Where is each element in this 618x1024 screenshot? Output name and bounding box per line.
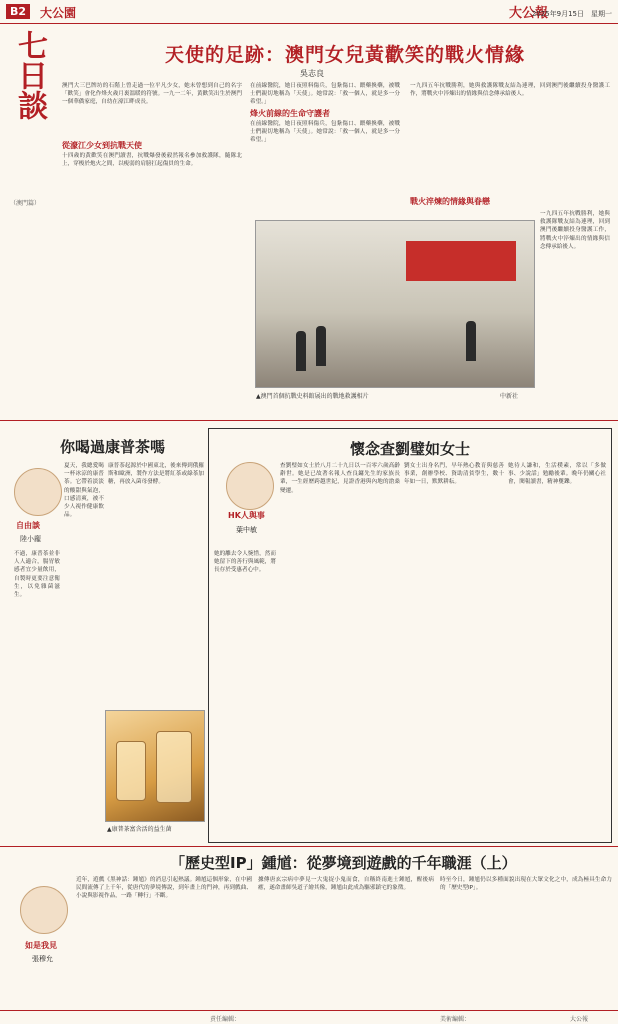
article-4-title: 「歷史型IP」鍾馗：從夢境到遊戲的千年職涯（上） <box>170 854 517 872</box>
masthead-logo: 大公報 <box>508 6 548 21</box>
photo-jar-1 <box>116 741 146 801</box>
article-3-title: 懷念查劉璧如女士 <box>350 440 471 458</box>
article-1-subhead-3: 戰火淬煉的情緣與眷戀 <box>410 197 490 206</box>
article-3-author: 葉中敏 <box>236 526 257 534</box>
article-2-paragraph-2: 康普茶起源於中國東北，後來傳到俄羅斯和歐洲，製作方法是將紅茶或綠茶加糖，再放入菌母發酵。 <box>108 463 204 486</box>
article-1-paragraph-3a: 在前線醫院，她日夜照料傷兵，包紮傷口、餵藥換藥，被戰士們親切地稱為「天使」。她常說：「救一個人，就是多一分希望。」 <box>250 83 400 106</box>
article-4-paragraph-1: 近年，遊戲《黑神話：鍾馗》的消息引起熱議。鍾馗這個形象，在中國民間流傳了上千年，從唐代的夢境傳說，到年畫上的門神，再到戲曲、小說與影視作品，一路「轉行」不斷。 <box>76 877 252 900</box>
article-2-title: 你喝過康普茶嗎 <box>60 438 166 456</box>
article-4-author: 張穆允 <box>32 955 53 963</box>
article-2-photo-caption: ▲康普茶富含活的益生菌 <box>107 826 172 833</box>
page-number-tag: B2 <box>6 4 30 19</box>
article-3-paragraph-3: 她待人謙和，生活樸素，常以「多做事、少說話」勉勵後輩。晚年仍關心社會，閱報讀書，精神矍鑠。 <box>508 463 606 486</box>
article-1-paragraph-2: 十四歲的黃歡笑在澳門讀書，抗戰爆發後毅然報名參加救護隊，隨隊北上，穿梭於炮火之間，以瘦弱的肩膀扛起傷員的生命。 <box>62 153 242 168</box>
article-1-byline: 吳志良 <box>300 69 324 78</box>
page-header <box>0 0 618 24</box>
section-name: 大公園 <box>40 6 77 20</box>
article-3-column-label: HK人與事 <box>228 511 265 520</box>
issue-date: 2025年9月15日 星期一 <box>531 10 612 18</box>
column-logo-icon <box>14 468 62 516</box>
article-2-photo <box>105 710 205 822</box>
article-1-paragraph-3: 在前線醫院，她日夜照料傷兵，包紮傷口、餵藥換藥，被戰士們親切地稱為「天使」。她常說：「救一個人，就是多一分希望。」 <box>250 121 400 144</box>
article-1-title: 天使的足跡：澳門女兒黃歡笑的戰火情緣 <box>164 44 525 66</box>
article-1-paragraph-1: 澳門大三巴牌坊的石階上曾走過一位平凡少女，她未曾想到自己的名字「歡笑」會化作烽火歲月裏溫暖的符號。一九一二年，黃歡笑出生於澳門一個華僑家庭，自幼在濠江畔成長。 <box>62 83 242 106</box>
photo-person-1 <box>296 331 306 371</box>
article-4-paragraph-3: 時至今日，鍾馗仍以多種面貌出現在大眾文化之中，成為極具生命力的「歷史型IP」。 <box>440 877 612 892</box>
page-footer <box>0 1010 618 1024</box>
column-name: 七日談 <box>12 30 47 120</box>
article-2-paragraph-3: 不過，康普茶並非人人適合，腸胃敏感者宜少量飲用，自製時更要注意衛生，以免雜菌滋生。 <box>14 551 60 599</box>
article-3-paragraph-2: 劉女士出身名門，早年熱心教育與慈善事業，創辦學校、資助清貧學生，數十年如一日，默默耕耘。 <box>404 463 504 486</box>
article-1-subhead-2: 烽火前線的生命守護者 <box>250 109 330 118</box>
article-4-paragraph-2: 據傳唐玄宗病中夢見一大鬼捉小鬼而食，自稱終南進士鍾馗，醒後病癒，遂命畫師吳道子繪其像，鍾馗由此成為驅邪鎮宅的象徵。 <box>258 877 434 892</box>
article-1-photo <box>255 220 535 388</box>
footer-editor: 責任編輯： <box>210 1016 241 1023</box>
article-1-subhead-1: 從濠江少女到抗戰天使 <box>62 141 142 150</box>
article-3-paragraph-4: 她的離去令人惋惜，然而她留下的善行與風範，將長存於受惠者心中。 <box>214 551 276 574</box>
article-2-column-label: 自由談 <box>16 521 40 530</box>
photo-person-3 <box>466 321 476 361</box>
photo-person-2 <box>316 326 326 366</box>
hk-column-logo-icon <box>226 462 274 510</box>
photo-jar-2 <box>156 731 192 803</box>
section-divider <box>0 420 618 421</box>
article-3-paragraph-1: 查劉璧如女士於八月二十九日以一百零六歲高齡辭世。她是已故著名報人查良鏞先生的家族長輩，一生經歷跨越世紀，見證香港與內地的滄桑變遷。 <box>280 463 400 494</box>
section-divider-2 <box>0 846 618 847</box>
article-1-photo-credit: 中新社 <box>500 393 519 400</box>
article-4-column-label: 如是我見 <box>25 941 57 950</box>
photo-red-banner <box>406 241 516 281</box>
footer-masthead: 大公報 <box>570 1016 589 1023</box>
column-logo-icon-2 <box>20 886 68 934</box>
footer-art-editor: 美術編輯： <box>440 1016 471 1023</box>
article-2-author: 陸小龐 <box>20 535 41 543</box>
column-note: （澳門篇） <box>10 200 41 207</box>
article-1-paragraph-4: 一九四五年抗戰勝利，她與救護隊戰友結為連理，回到澳門後繼續投身醫護工作，將戰火中淬煉出的情緣與信念傳承給後人。 <box>410 83 610 98</box>
article-1-photo-caption: ▲澳門首個抗戰史料館展出的戰地救護相片 <box>256 393 369 400</box>
article-2-paragraph-1: 夏天，我總愛喝一杯冰涼的康普茶。它帶着淡淡的酸甜與氣泡，口感清爽，被不少人視作健康飲品。 <box>64 463 104 519</box>
article-1-paragraph-5: 一九四五年抗戰勝利，她與救護隊戰友結為連理，回到澳門後繼續投身醫護工作，將戰火中淬煉出的情緣與信念傳承給後人。 <box>540 211 610 250</box>
column-banner <box>8 30 58 310</box>
